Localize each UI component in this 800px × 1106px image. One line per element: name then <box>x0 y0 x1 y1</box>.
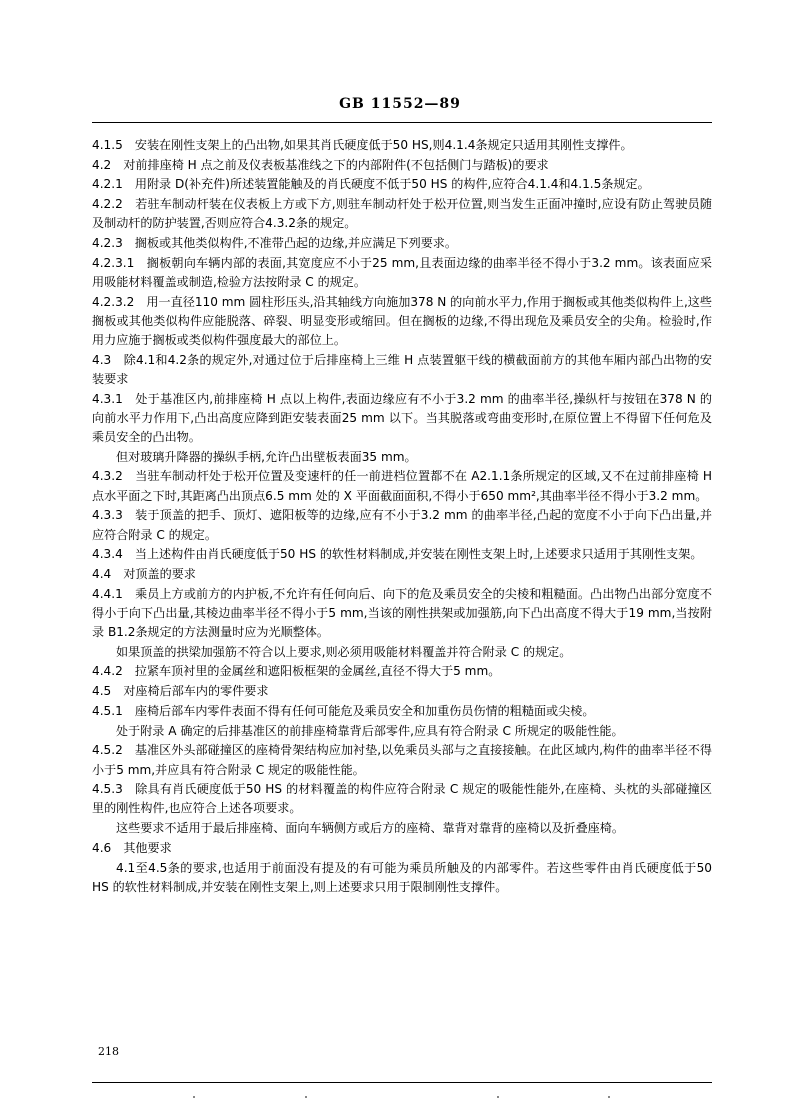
paragraph: 4.4.1 乘员上方或前方的内护板,不允许有任何向后、向下的危及乘员安全的尖棱和粗糙面。凸出物凸出部分宽度不得小于向下凸出量,其棱边曲率半径不得小于5 mm,当该的刚性拱架或加强筋,向下凸出高度不得大于19 mm,当按附录 B1.2条规定的方法测量时应为光顺整体。 <box>92 586 712 640</box>
paragraph: 4.5.3 除具有肖氏硬度低于50 HS 的材料覆盖的构件应符合附录 C 规定的吸能性能外,在座椅、头枕的头部碰撞区里的刚性构件,也应符合上述各项要求。 <box>92 782 712 816</box>
paragraph: 4.5 对座椅后部车内的零件要求 <box>92 684 269 699</box>
page-number: 218 <box>98 1045 119 1058</box>
paragraph: 4.2.2 若驻车制动杆装在仪表板上方或下方,则驻车制动杆处于松开位置,则当发生正面冲撞时,应设有防止驾驶员随及制动杆的防护装置,否则应符合4.3.2条的规定。 <box>92 197 712 231</box>
header-rule <box>92 122 712 123</box>
paragraph: 4.5.2 基准区外头部碰撞区的座椅骨架结构应加衬垫,以免乘员头部与之直接接触。在此区域内,构件的曲率半径不得小于5 mm,并应具有符合附录 C 规定的吸能性能。 <box>92 743 712 777</box>
paragraph: 但对玻璃升降器的操纵手柄,允许凸出壁板表面35 mm。 <box>116 449 417 464</box>
paragraph: 4.2.3.1 搁板朝向车辆内部的表面,其宽度应不小于25 mm,且表面边缘的曲率半径不得小于3.2 mm。该表面应采用吸能材料覆盖或制造,检验方法按附录 C 的规定。 <box>92 255 712 289</box>
paragraph: 4.4.2 拉紧车顶衬里的金属丝和遮阳板框架的金属丝,直径不得大于5 mm。 <box>92 664 501 679</box>
scan-artifact-dot <box>608 1096 610 1098</box>
paragraph: 4.2.3.2 用一直径110 mm 圆柱形压头,沿其轴线方向施加378 N 的向前水平力,作用于搁板或其他类似构件上,这些搁板或其他类似构件应能脱落、碎裂、明显变形或缩回。但在搁板的边缘,不得出现危及乘员安全的尖角。检验时,作用力应施于搁板或类似构件强度最大的部位上。 <box>92 294 712 348</box>
document-body <box>92 136 712 897</box>
paragraph: 4.3.4 当上述构件由肖氏硬度低于50 HS 的软性材料制成,并安装在刚性支架上时,上述要求只适用于其刚性支架。 <box>92 547 703 562</box>
footer-rule <box>92 1082 712 1083</box>
paragraph: 4.2.3 搁板或其他类似构件,不准带凸起的边缘,并应满足下列要求。 <box>92 236 457 251</box>
paragraph: 4.3 除4.1和4.2条的规定外,对通过位于后排座椅上三维 H 点装置躯干线的横截面前方的其他车厢内部凸出物的安装要求 <box>92 352 712 386</box>
paragraph: 4.2 对前排座椅 H 点之前及仪表板基准线之下的内部附件(不包括侧门与踏板)的要求 <box>92 157 549 172</box>
standard-header: GB 11552—89 <box>339 96 461 112</box>
paragraph: 4.3.2 当驻车制动杆处于松开位置及变速杆的任一前进档位置都不在 A2.1.1条所规定的区域,又不在过前排座椅 H 点水平面之下时,其距离凸出顶点6.5 mm 处的 X 平面截面面积,不得小于650 mm²,其曲率半径不得小于3.2 mm。 <box>92 469 712 503</box>
paragraph: 4.2.1 用附录 D(补充件)所述装置能触及的肖氏硬度不低于50 HS 的构件,应符合4.1.4和4.1.5条规定。 <box>92 177 650 192</box>
paragraph: 4.4 对顶盖的要求 <box>92 566 196 581</box>
paragraph: 如果顶盖的拱梁加强筋不符合以上要求,则必须用吸能材料覆盖并符合附录 C 的规定。 <box>116 644 572 659</box>
paragraph: 4.3.1 处于基准区内,前排座椅 H 点以上构件,表面边缘应有不小于3.2 mm 的曲率半径,操纵杆与按钮在378 N 的向前水平力作用下,凸出高度应降到距安装表面25 mm 以下。当其脱落或弯曲变形时,在原位置上不得留下任何危及乘员安全的凸出物。 <box>92 391 712 445</box>
paragraph: 4.6 其他要求 <box>92 840 172 855</box>
paragraph: 4.1至4.5条的要求,也适用于前面没有提及的有可能为乘员所触及的内部零件。若这些零件由肖氏硬度低于50 HS 的软性材料制成,并安装在刚性支架上,则上述要求只用于限制刚性支撑件。 <box>92 860 712 894</box>
paragraph: 4.5.1 座椅后部车内零件表面不得有任何可能危及乘员安全和加重伤员伤情的粗糙面或尖棱。 <box>92 703 595 718</box>
scan-artifact-dot <box>305 1096 307 1098</box>
scan-artifact-dot <box>497 1096 499 1098</box>
paragraph: 4.1.5 安装在刚性支架上的凸出物,如果其肖氏硬度低于50 HS,则4.1.4条规定只适用其刚性支撑件。 <box>92 138 633 152</box>
paragraph: 这些要求不适用于最后排座椅、面向车辆侧方或后方的座椅、靠背对靠背的座椅以及折叠座椅。 <box>116 821 624 836</box>
paragraph: 4.3.3 装于顶盖的把手、顶灯、遮阳板等的边缘,应有不小于3.2 mm 的曲率半径,凸起的宽度不小于向下凸出量,并应符合附录 C 的规定。 <box>92 508 712 542</box>
scan-artifact-dot <box>193 1096 195 1098</box>
paragraph: 处于附录 A 确定的后排基准区的前排座椅靠背后部零件,应具有符合附录 C 所规定的吸能性能。 <box>116 723 624 738</box>
